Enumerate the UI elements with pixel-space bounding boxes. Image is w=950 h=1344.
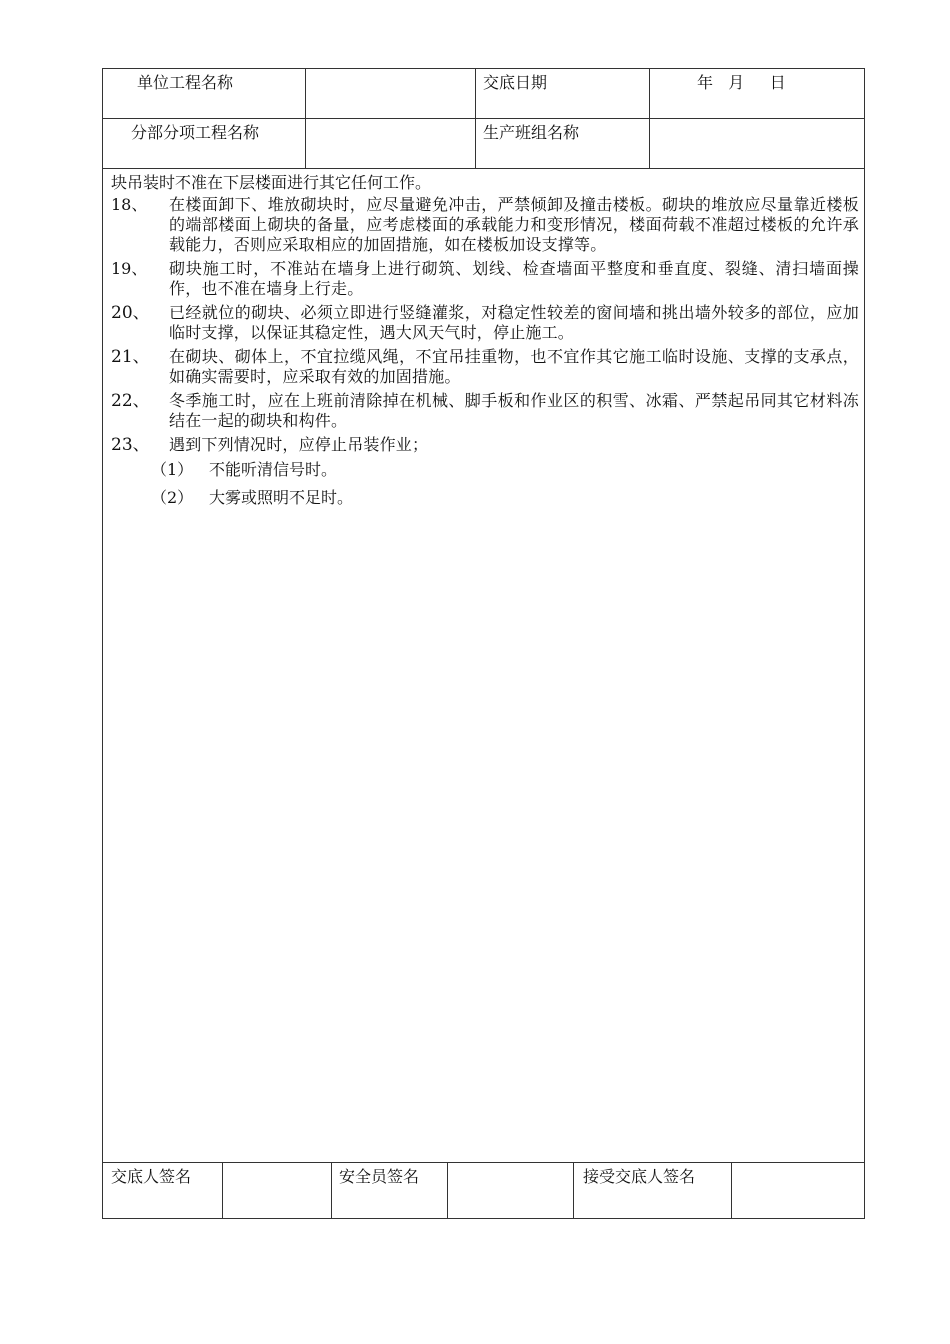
safety-officer-signature-field[interactable]	[453, 1167, 567, 1213]
item-number: 23、	[111, 435, 150, 455]
item-text: 在楼面卸下、堆放砌块时，应尽量避免冲击，严禁倾卸及撞击楼板。砌块的堆放应尽量靠近楼板的端部楼面上砌块的备量，应考虑楼面的承载能力和变形情况，楼面荷载不准超过楼板的允许承载能力，否则应采取相应的加固措施，如在楼板加设支撑等。	[169, 195, 859, 254]
item-number: 19、	[111, 259, 148, 278]
item-number: 21、	[111, 347, 150, 367]
work-team-field[interactable]	[655, 123, 860, 163]
item-number: 20、	[111, 303, 150, 323]
list-item	[111, 435, 859, 455]
subproject-name-label: 分部分项工程名称	[131, 123, 260, 142]
item-text: 已经就位的砌块、必须立即进行竖缝灌浆，对稳定性较差的窗间墙和挑出墙外较多的部位，应加临时支撑，以保证其稳定性，遇大风天气时，停止施工。	[169, 303, 859, 342]
disclosure-date-label: 交底日期	[483, 73, 548, 92]
col-divider	[222, 1162, 223, 1219]
project-name-label: 单位工程名称	[137, 73, 234, 92]
subproject-name-field[interactable]	[311, 123, 469, 163]
sub-item-text: 大雾或照明不足时。	[209, 488, 354, 507]
col-divider	[649, 69, 650, 168]
list-item	[111, 347, 859, 387]
list-item	[111, 195, 859, 255]
col-divider	[331, 1162, 332, 1219]
col-divider	[573, 1162, 574, 1219]
col-divider	[447, 1162, 448, 1219]
safety-officer-signature-label: 安全员签名	[339, 1167, 420, 1186]
sub-item-label: （2）	[151, 488, 194, 507]
list-item	[111, 303, 859, 343]
sub-item-text: 不能听清信号时。	[209, 460, 338, 479]
sub-list-item	[111, 487, 859, 509]
receiver-signature-field[interactable]	[737, 1167, 859, 1213]
list-item	[111, 391, 859, 431]
col-divider	[731, 1162, 732, 1219]
list-item	[111, 259, 859, 299]
row-divider	[103, 168, 864, 169]
row-divider	[103, 1162, 864, 1163]
col-divider	[475, 69, 476, 168]
project-name-field[interactable]	[311, 73, 469, 113]
discloser-signature-field[interactable]	[227, 1167, 325, 1213]
sub-item-label: （1）	[151, 460, 194, 479]
item-text: 在砌块、砌体上，不宜拉缆风绳，不宜吊挂重物，也不宜作其它施工临时设施、支撑的支承点，如确实需要时，应采取有效的加固措施。	[169, 347, 859, 386]
disclosure-form	[102, 68, 865, 1219]
receiver-signature-label: 接受交底人签名	[583, 1167, 696, 1186]
item-text: 冬季施工时，应在上班前清除掉在机械、脚手板和作业区的积雪、冰霜、严禁起吊同其它材料冻结在一起的砌块和构件。	[169, 391, 859, 430]
row-divider	[103, 118, 864, 119]
item-text: 砌块施工时，不准站在墙身上进行砌筑、划线、检查墙面平整度和垂直度、裂缝、清扫墙面操作，也不准在墙身上行走。	[169, 259, 859, 298]
work-team-label: 生产班组名称	[483, 123, 580, 142]
disclosure-date-field[interactable]: 年 月 日	[697, 73, 786, 92]
item-text: 遇到下列情况时，应停止吊装作业；	[169, 435, 429, 454]
col-divider	[305, 69, 306, 168]
intro-text: 块吊装时不准在下层楼面进行其它任何工作。	[111, 173, 432, 192]
item-number: 22、	[111, 391, 150, 411]
sub-list-item	[111, 459, 859, 481]
item-number: 18、	[111, 195, 148, 214]
disclosure-content	[111, 173, 859, 515]
discloser-signature-label: 交底人签名	[111, 1167, 192, 1186]
